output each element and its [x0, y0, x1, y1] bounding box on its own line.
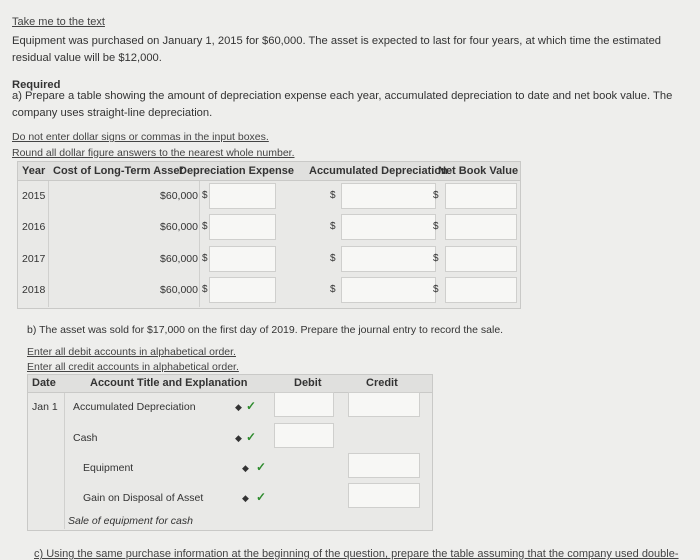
net-book-value-input[interactable] [445, 183, 517, 209]
dropdown-arrows-icon[interactable]: ◆ [242, 493, 249, 503]
checkmark-icon: ✓ [246, 399, 257, 413]
row-year: 2015 [22, 190, 46, 202]
part-c-text: c) Using the same purchase information at the beginning of the question, prepare the table assuming that the company used double- [34, 548, 679, 560]
journal-explanation: Sale of equipment for cash [68, 515, 193, 527]
net-book-value-input[interactable] [445, 277, 517, 303]
header-accumulated-depreciation: Accumulated Depreciation [309, 165, 448, 177]
depreciation-expense-input[interactable] [209, 246, 276, 272]
dropdown-arrows-icon[interactable]: ◆ [235, 402, 242, 412]
table-row [18, 212, 520, 242]
instruction-debit-order: Enter all debit accounts in alphabetical order. [27, 346, 236, 358]
row-cost: $60,000 [160, 253, 198, 265]
depreciation-expense-input[interactable] [209, 277, 276, 303]
dollar-sign: $ [433, 221, 439, 232]
header-debit: Debit [294, 377, 322, 389]
row-year: 2016 [22, 221, 46, 233]
header-year: Year [22, 165, 46, 177]
account-select-gain-on-disposal[interactable]: Gain on Disposal of Asset [83, 492, 204, 504]
net-book-value-input[interactable] [445, 214, 517, 240]
checkmark-icon: ✓ [256, 460, 267, 474]
dollar-sign: $ [433, 190, 439, 201]
table-row [18, 275, 520, 305]
credit-input[interactable] [348, 453, 420, 478]
dollar-sign: $ [330, 284, 336, 295]
account-select-equipment[interactable]: Equipment [83, 462, 134, 474]
accumulated-depreciation-input[interactable] [341, 183, 436, 209]
header-credit: Credit [366, 377, 398, 389]
instruction-no-dollar: Do not enter dollar signs or commas in the input boxes. [12, 131, 269, 143]
journal-date: Jan 1 [32, 401, 58, 413]
header-account-title: Account Title and Explanation [90, 377, 248, 389]
row-year: 2017 [22, 253, 46, 265]
debit-input[interactable] [274, 392, 334, 417]
row-cost: $60,000 [160, 221, 198, 233]
debit-input[interactable] [274, 423, 334, 448]
dollar-sign: $ [433, 284, 439, 295]
dollar-sign: $ [330, 190, 336, 201]
checkmark-icon: ✓ [246, 430, 257, 444]
dollar-sign: $ [433, 253, 439, 264]
row-cost: $60,000 [160, 284, 198, 296]
take-me-to-text-link[interactable]: Take me to the text [12, 16, 105, 28]
account-select-cash[interactable]: Cash [73, 432, 98, 444]
dollar-sign: $ [202, 190, 208, 201]
depreciation-expense-input[interactable] [209, 214, 276, 240]
dollar-sign: $ [330, 253, 336, 264]
dropdown-arrows-icon[interactable]: ◆ [242, 463, 249, 473]
net-book-value-input[interactable] [445, 246, 517, 272]
header-net-book-value: Net Book Value [438, 165, 519, 177]
header-date: Date [32, 377, 56, 389]
row-year: 2018 [22, 284, 46, 296]
part-a-text: a) Prepare a table showing the amount of depreciation expense each year, accumulated depreciation to date and net book value. The company uses straight-line depreciation. [12, 90, 673, 119]
instruction-credit-order: Enter all credit accounts in alphabetical order. [27, 361, 239, 373]
credit-input[interactable] [348, 392, 420, 417]
table-row [18, 244, 520, 274]
depreciation-expense-input[interactable] [209, 183, 276, 209]
checkmark-icon: ✓ [256, 490, 267, 504]
part-b-text: b) The asset was sold for $17,000 on the first day of 2019. Prepare the journal entry to record the sale. [27, 324, 504, 336]
depreciation-table [17, 161, 521, 309]
accumulated-depreciation-input[interactable] [341, 214, 436, 240]
dollar-sign: $ [330, 221, 336, 232]
instruction-round: Round all dollar figure answers to the nearest whole number. [12, 147, 295, 159]
dollar-sign: $ [202, 253, 208, 264]
required-label: Required [12, 79, 61, 91]
depreciation-table-header [18, 162, 520, 181]
header-depreciation-expense: Depreciation Expense [179, 165, 294, 177]
accumulated-depreciation-input[interactable] [341, 277, 436, 303]
question-intro: Equipment was purchased on January 1, 2015 for $60,000. The asset is expected to last for four years, at which time the estimated residual value will be $12,000. [12, 35, 662, 64]
journal-entry-table [27, 374, 433, 531]
journal-header [28, 375, 432, 393]
dropdown-arrows-icon[interactable]: ◆ [235, 433, 242, 443]
table-row [18, 181, 520, 211]
header-cost: Cost of Long-Term Asset [53, 165, 184, 177]
account-select-accumulated-depreciation[interactable]: Accumulated Depreciation [73, 401, 196, 413]
dollar-sign: $ [202, 284, 208, 295]
accumulated-depreciation-input[interactable] [341, 246, 436, 272]
dollar-sign: $ [202, 221, 208, 232]
credit-input[interactable] [348, 483, 420, 508]
row-cost: $60,000 [160, 190, 198, 202]
column-divider [64, 393, 65, 529]
